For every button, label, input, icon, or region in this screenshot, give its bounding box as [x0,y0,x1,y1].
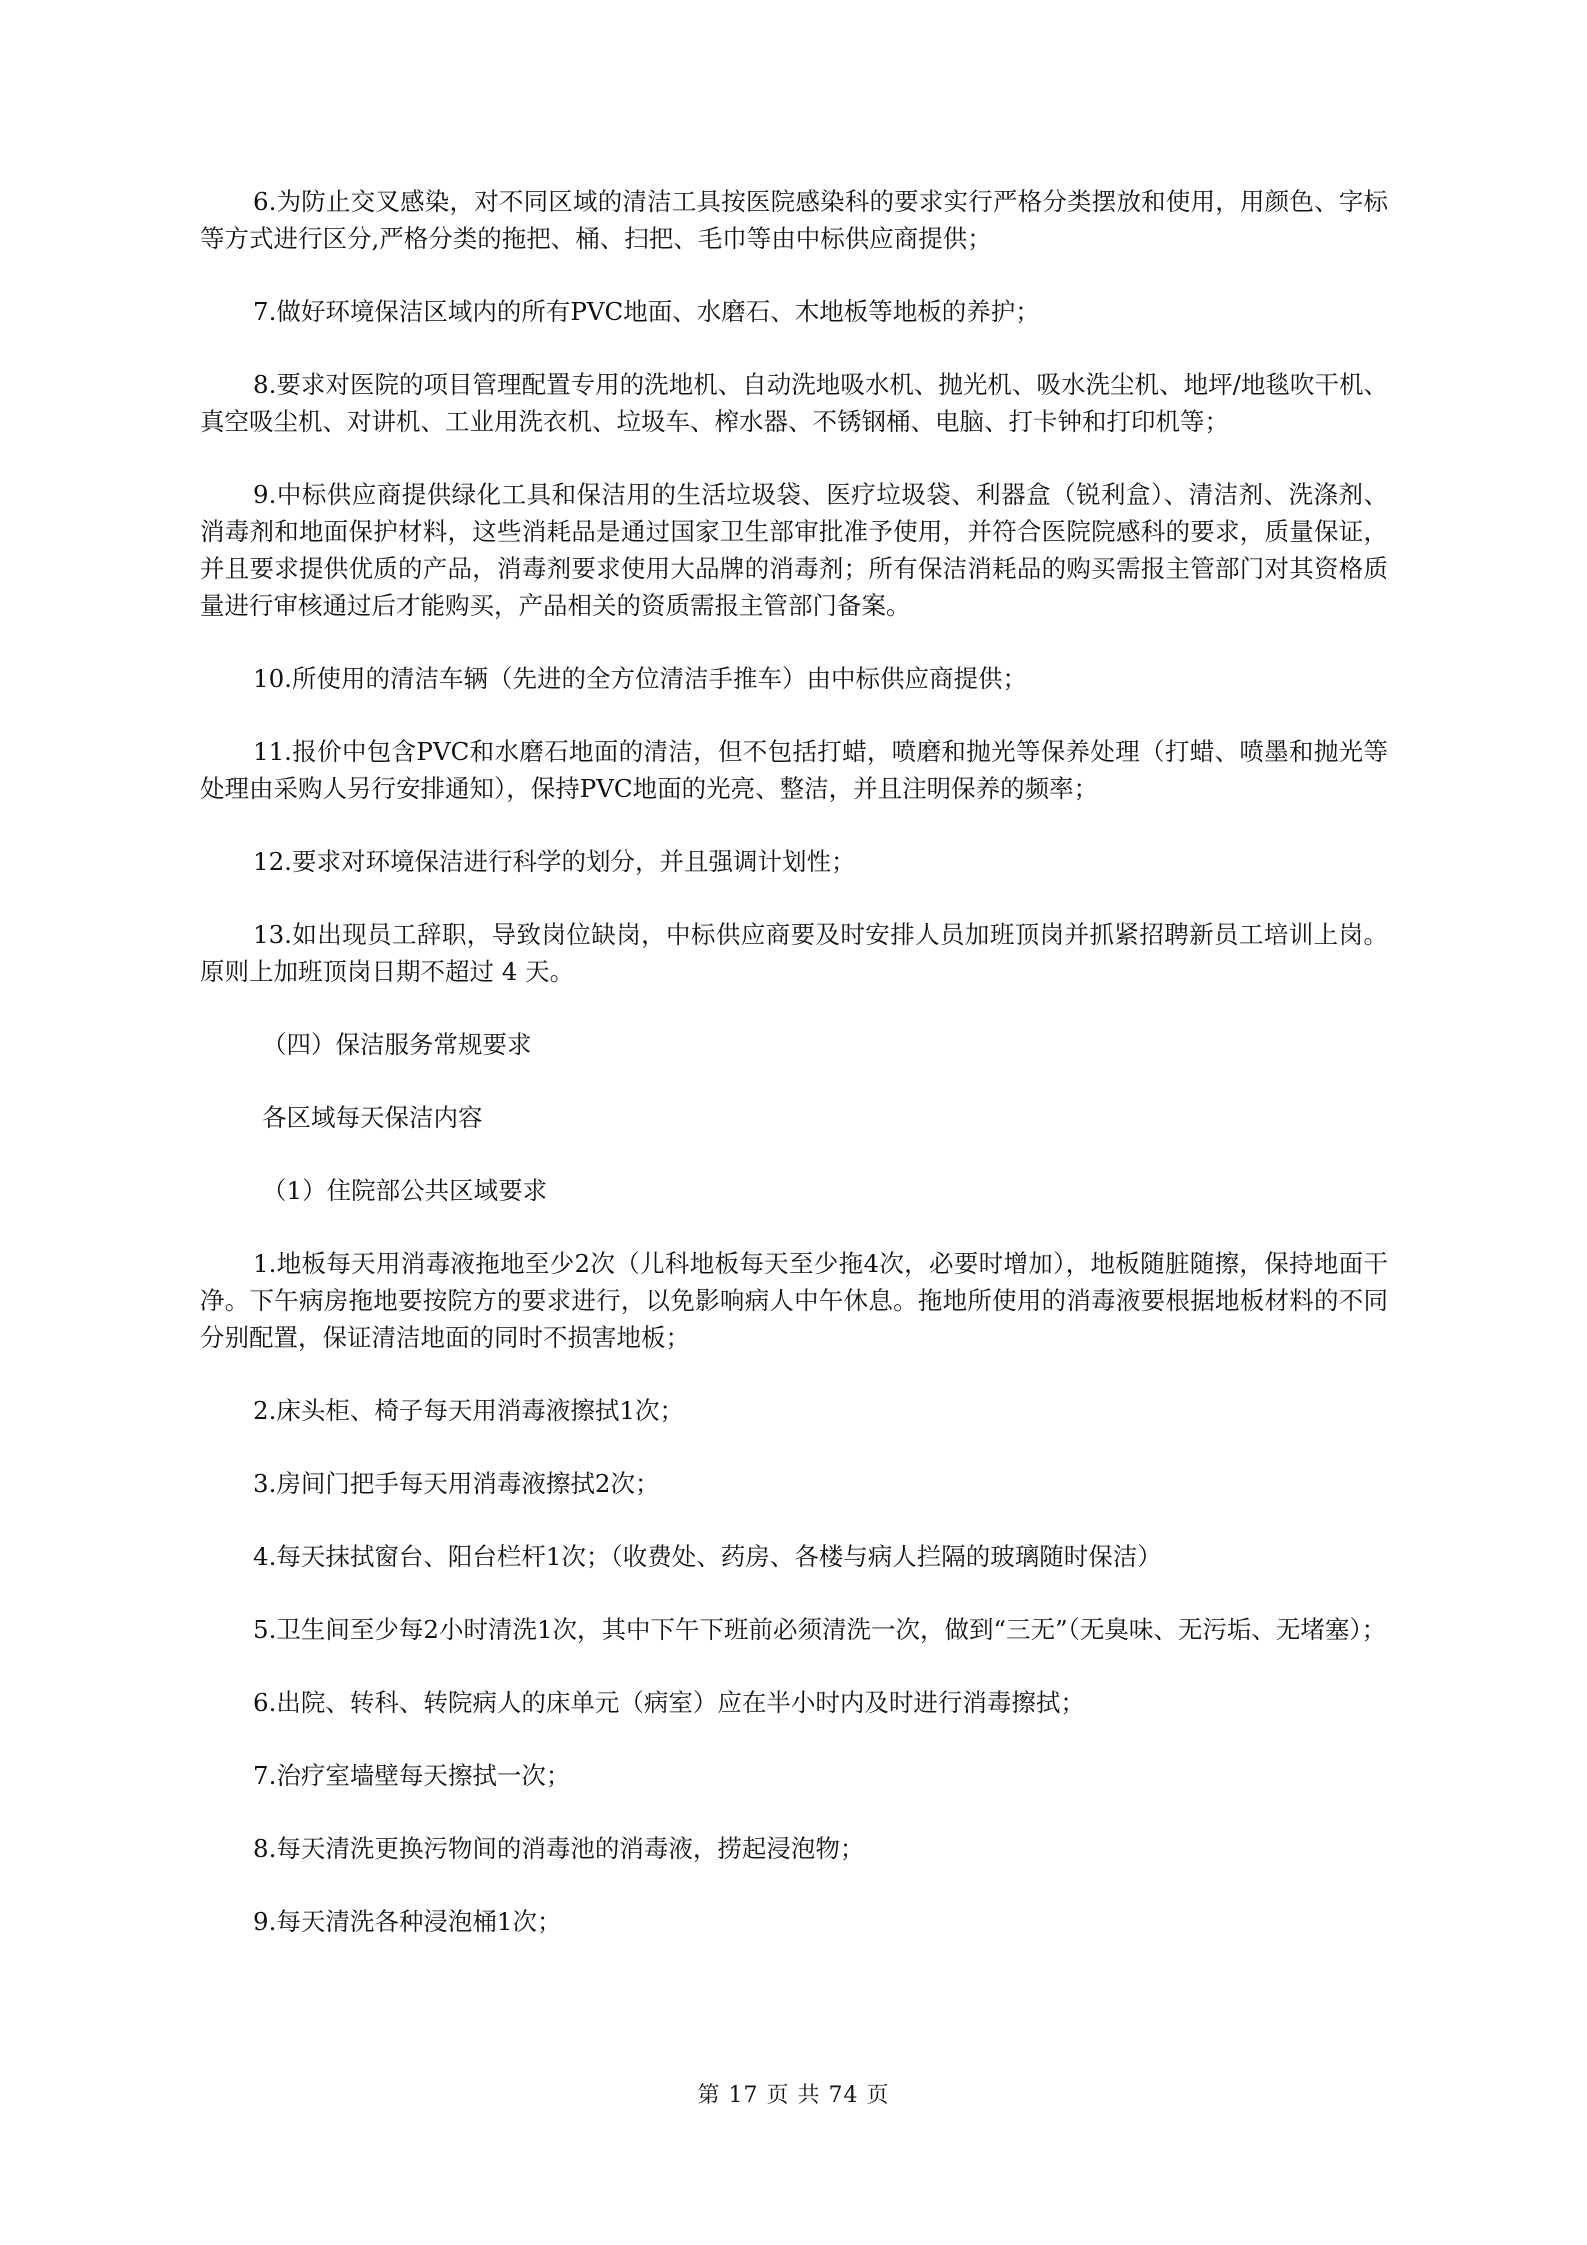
paragraph-treatment-room-walls: 7.治疗室墙壁每天擦拭一次； [253,1761,571,1790]
paragraph-soaking-buckets: 9.每天清洗各种浸泡桶1次； [253,1907,562,1936]
section-heading-routine-requirements: （四）保洁服务常规要求 [262,1030,532,1059]
paragraph-disinfection-pool: 8.每天清洗更换污物间的消毒池的消毒液，捞起浸泡物； [253,1834,865,1863]
paragraph-planning: 12.要求对环境保洁进行科学的划分，并且强调计划性； [253,847,856,876]
paragraph-bedside-cabinets: 2.床头柜、椅子每天用消毒液擦拭1次； [253,1396,684,1425]
page-number-label: 第 17 页 共 74 页 [697,2083,890,2108]
paragraph-cleaning-vehicles: 10.所使用的清洁车辆（先进的全方位清洁手推车）由中标供应商提供； [253,664,1027,693]
paragraph-door-handles: 3.房间门把手每天用消毒液擦拭2次； [253,1469,660,1498]
paragraph-floor-mopping: 1.地板每天用消毒液拖地至少2次（儿科地板每天至少拖4次，必要时增加），地板随脏随擦，保持地面干净。下午病房拖地要按院方的要求进行，以免影响病人中午休息。拖地所使用的消毒液要根据地板材料的不同分别配置，保证清洁地面的同时不损害地板； [200,1249,1388,1352]
paragraph-staff-replacement: 13.如出现员工辞职，导致岗位缺岗，中标供应商要及时安排人员加班顶岗并抓紧招聘新员工培训上岗。原则上加班顶岗日期不超过 4 天。 [200,920,1388,986]
page-footer [0,2078,1587,2109]
document-body [200,183,1388,1976]
subheading-inpatient-public-areas: （1）住院部公共区域要求 [262,1176,548,1205]
paragraph-windowsills: 4.每天抹拭窗台、阳台栏杆1次；（收费处、药房、各楼与病人拦隔的玻璃随时保洁） [253,1542,1162,1571]
paragraph-toilets: 5.卫生间至少每2小时清洗1次，其中下午下班前必须清洗一次，做到“三无”（无臭味、无污垢、无堵塞）； [253,1615,1387,1644]
paragraph-equipment: 8.要求对医院的项目管理配置专用的洗地机、自动洗地吸水机、抛光机、吸水洗尘机、地坪/地毯吹干机、真空吸尘机、对讲机、工业用洗衣机、垃圾车、榨水器、不锈钢桶、电脑、打卡钟和打印机等； [200,370,1388,436]
paragraph-floor-maintenance: 7.做好环境保洁区域内的所有PVC地面、水磨石、木地板等地板的养护； [253,297,1040,326]
paragraph-discharge-disinfection: 6.出院、转科、转院病人的床单元（病室）应在半小时内及时进行消毒擦拭； [253,1688,1085,1717]
paragraph-consumables: 9.中标供应商提供绿化工具和保洁用的生活垃圾袋、医疗垃圾袋、利器盒（锐利盒）、清洁剂、洗涤剂、消毒剂和地面保护材料，这些消耗品是通过国家卫生部审批准予使用，并符合医院院感科的要求，质量保证，并且要求提供优质的产品，消毒剂要求使用大品牌的消毒剂；所有保洁消耗品的购买需报主管部门对其资格质量进行审核通过后才能购买，产品相关的资质需报主管部门备案。 [200,480,1388,620]
paragraph-cleaning-tools: 6.为防止交叉感染，对不同区域的清洁工具按医院感染科的要求实行严格分类摆放和使用，用颜色、字标等方式进行区分,严格分类的拖把、桶、扫把、毛巾等由中标供应商提供； [200,187,1388,253]
paragraph-pvc-cleaning: 11.报价中包含PVC和水磨石地面的清洁，但不包括打蜡，喷磨和抛光等保养处理（打蜡、喷墨和抛光等处理由采购人另行安排通知），保持PVC地面的光亮、整洁，并且注明保养的频率； [200,737,1388,803]
subheading-daily-cleaning: 各区域每天保洁内容 [262,1103,483,1132]
